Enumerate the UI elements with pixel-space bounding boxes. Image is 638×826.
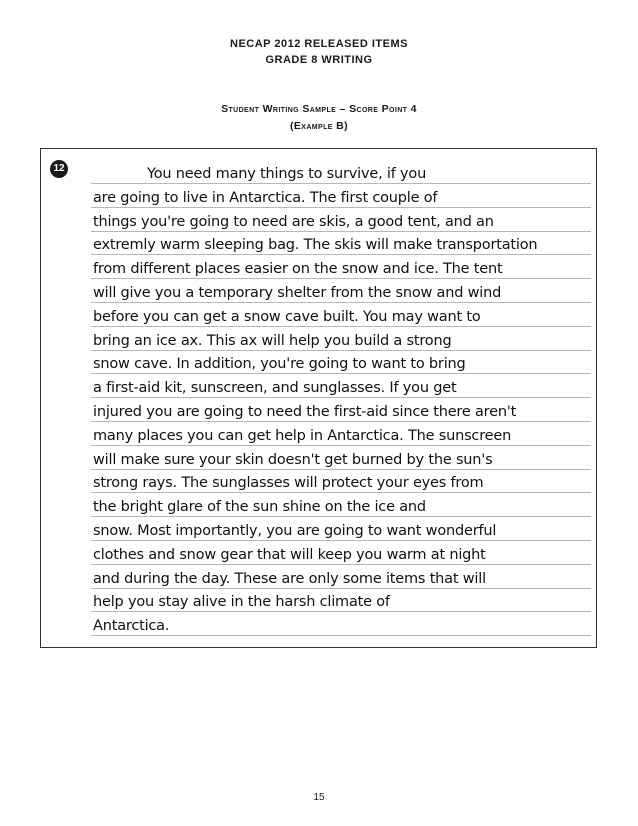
handwritten-line: will make sure your skin doesn't get burned by the sun's	[93, 451, 493, 468]
ruled-line	[91, 399, 591, 422]
handwritten-line: extremly warm sleeping bag. The skis will make transportation	[93, 237, 538, 254]
handwritten-line: strong rays. The sunglasses will protect your eyes from	[93, 475, 484, 492]
ruled-line	[91, 209, 591, 232]
ruled-line	[91, 304, 591, 327]
handwritten-line: clothes and snow gear that will keep you warm at night	[93, 546, 486, 563]
response-box	[40, 148, 597, 648]
ruled-line	[91, 256, 591, 279]
ruled-line	[91, 161, 591, 184]
ruled-line	[91, 613, 591, 636]
sample-title: Student Writing Sample – Score Point 4	[221, 103, 417, 115]
handwritten-line: snow. Most importantly, you are going to want wonderful	[93, 523, 497, 539]
ruled-line	[91, 542, 591, 565]
handwritten-line: bring an ice ax. This ax will help you build a strong	[93, 332, 452, 349]
ruled-line	[91, 351, 591, 374]
ruled-line	[91, 470, 591, 493]
sample-example: (Example B)	[289, 120, 349, 132]
ruled-line	[91, 494, 591, 517]
item-number-badge: 12	[50, 160, 68, 178]
ruled-line	[91, 518, 591, 541]
ruled-line	[91, 375, 591, 398]
ruled-line	[91, 280, 591, 303]
ruled-line	[91, 423, 591, 446]
header-title: NECAP 2012 RELEASED ITEMS	[230, 38, 408, 50]
handwritten-line: many places you can get help in Antarctica. The sunscreen	[93, 427, 512, 444]
header-grade: GRADE 8 WRITING	[265, 54, 373, 66]
ruled-line	[91, 589, 591, 612]
handwritten-line: will give you a temporary shelter from the snow and wind	[93, 285, 502, 301]
handwritten-line: before you can get a snow cave built. You may want to	[93, 308, 481, 325]
handwritten-line: and during the day. These are only some items that will	[93, 570, 486, 587]
handwritten-line: Antarctica.	[93, 618, 170, 635]
handwritten-line: injured you are going to need the first-aid since there aren't	[93, 404, 517, 420]
ruled-line	[91, 447, 591, 470]
handwritten-line: are going to live in Antarctica. The first couple of	[93, 189, 438, 206]
handwritten-line: things you're going to need are skis, a good tent, and an	[93, 213, 494, 230]
ruled-line	[91, 232, 591, 255]
handwritten-line: help you stay alive in the harsh climate of	[93, 594, 390, 611]
handwritten-line: the bright glare of the sun shine on the ice and	[93, 499, 426, 516]
handwritten-line: You need many things to survive, if you	[147, 166, 427, 182]
ruled-line	[91, 185, 591, 208]
handwritten-line: a first-aid kit, sunscreen, and sunglasses. If you get	[93, 380, 457, 397]
handwritten-line: snow cave. In addition, you're going to want to bring	[93, 356, 466, 373]
ruled-line	[91, 328, 591, 351]
page-number: 15	[313, 792, 325, 803]
ruled-writing-area	[91, 161, 591, 641]
ruled-line	[91, 566, 591, 589]
handwritten-line: from different places easier on the snow and ice. The tent	[93, 261, 503, 278]
